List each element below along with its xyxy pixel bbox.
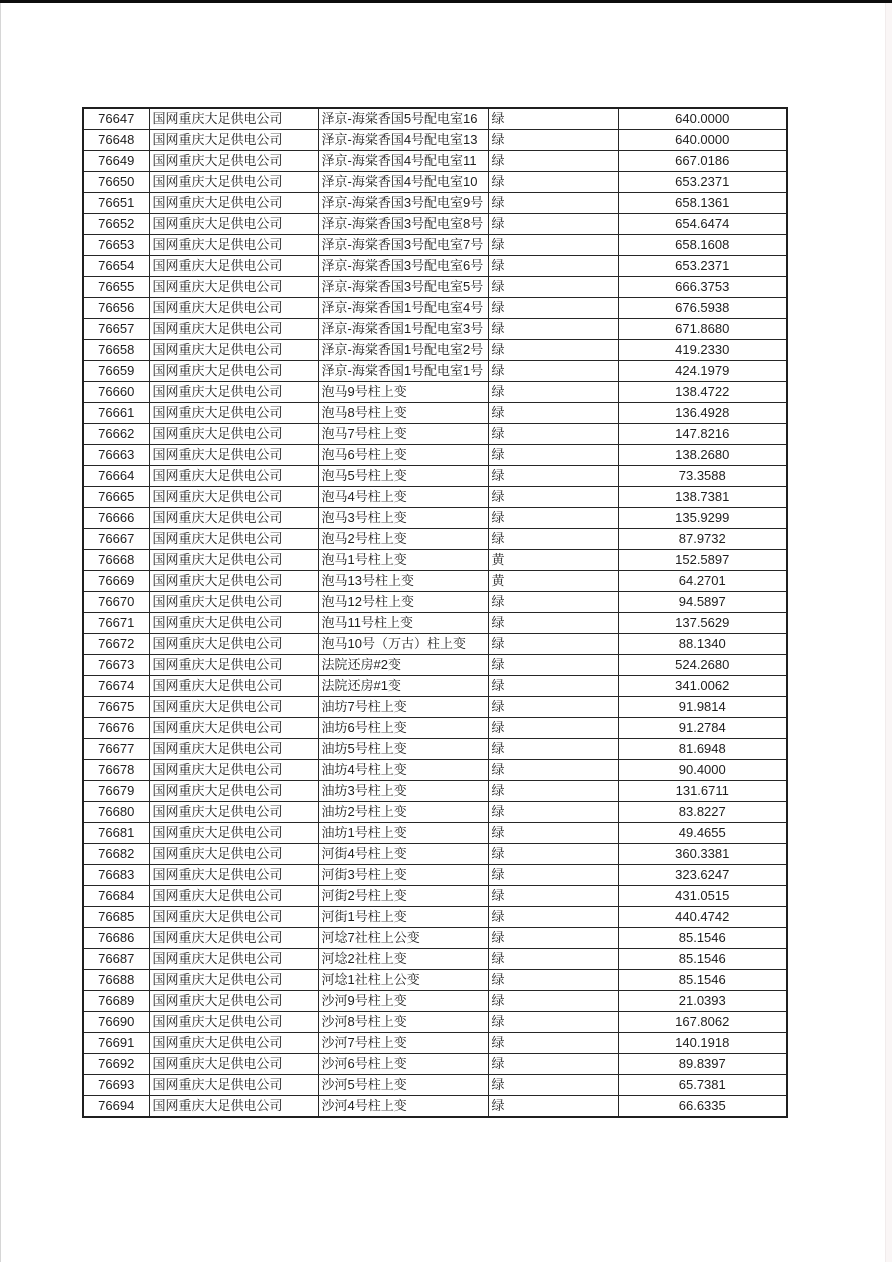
cell-status: 绿 <box>488 277 618 298</box>
cell-company: 国网重庆大足供电公司 <box>149 655 318 676</box>
cell-value: 88.1340 <box>618 634 787 655</box>
table-row <box>83 970 787 991</box>
table-row <box>83 1075 787 1096</box>
cell-status: 绿 <box>488 613 618 634</box>
table-row <box>83 928 787 949</box>
cell-company: 国网重庆大足供电公司 <box>149 928 318 949</box>
cell-name: 法院还房#1变 <box>318 676 488 697</box>
cell-id: 76682 <box>83 844 149 865</box>
cell-name: 油坊6号柱上变 <box>318 718 488 739</box>
cell-status: 绿 <box>488 760 618 781</box>
cell-status: 绿 <box>488 823 618 844</box>
cell-company: 国网重庆大足供电公司 <box>149 529 318 550</box>
cell-name: 沙河7号柱上变 <box>318 1033 488 1054</box>
cell-name: 泽京-海棠香国1号配电室1号 <box>318 361 488 382</box>
cell-status: 绿 <box>488 1033 618 1054</box>
cell-value: 667.0186 <box>618 151 787 172</box>
table-row <box>83 739 787 760</box>
cell-id: 76664 <box>83 466 149 487</box>
table-row <box>83 445 787 466</box>
cell-value: 85.1546 <box>618 928 787 949</box>
table-row <box>83 991 787 1012</box>
cell-value: 676.5938 <box>618 298 787 319</box>
cell-id: 76669 <box>83 571 149 592</box>
cell-name: 河埝2社柱上变 <box>318 949 488 970</box>
cell-status: 绿 <box>488 361 618 382</box>
cell-value: 138.7381 <box>618 487 787 508</box>
cell-id: 76656 <box>83 298 149 319</box>
table-row <box>83 592 787 613</box>
cell-status: 绿 <box>488 739 618 760</box>
cell-value: 66.6335 <box>618 1096 787 1118</box>
cell-name: 泡马12号柱上变 <box>318 592 488 613</box>
cell-id: 76661 <box>83 403 149 424</box>
cell-value: 49.4655 <box>618 823 787 844</box>
cell-name: 法院还房#2变 <box>318 655 488 676</box>
cell-id: 76679 <box>83 781 149 802</box>
cell-name: 沙河6号柱上变 <box>318 1054 488 1075</box>
cell-name: 河埝7社柱上公变 <box>318 928 488 949</box>
cell-value: 431.0515 <box>618 886 787 907</box>
cell-company: 国网重庆大足供电公司 <box>149 466 318 487</box>
cell-company: 国网重庆大足供电公司 <box>149 907 318 928</box>
cell-name: 河街2号柱上变 <box>318 886 488 907</box>
table-row <box>83 655 787 676</box>
table-row <box>83 844 787 865</box>
cell-id: 76672 <box>83 634 149 655</box>
cell-name: 泡马1号柱上变 <box>318 550 488 571</box>
cell-company: 国网重庆大足供电公司 <box>149 991 318 1012</box>
cell-status: 绿 <box>488 676 618 697</box>
cell-id: 76681 <box>83 823 149 844</box>
cell-company: 国网重庆大足供电公司 <box>149 214 318 235</box>
cell-name: 沙河5号柱上变 <box>318 1075 488 1096</box>
table-row <box>83 298 787 319</box>
table-row <box>83 424 787 445</box>
table-row <box>83 802 787 823</box>
cell-id: 76689 <box>83 991 149 1012</box>
cell-status: 绿 <box>488 970 618 991</box>
table-row <box>83 571 787 592</box>
table-row <box>83 907 787 928</box>
page-left-edge <box>0 3 1 1262</box>
cell-name: 泡马11号柱上变 <box>318 613 488 634</box>
cell-value: 653.2371 <box>618 172 787 193</box>
cell-name: 沙河9号柱上变 <box>318 991 488 1012</box>
cell-company: 国网重庆大足供电公司 <box>149 277 318 298</box>
cell-id: 76680 <box>83 802 149 823</box>
cell-name: 泡马10号（万古）柱上变 <box>318 634 488 655</box>
cell-name: 泽京-海棠香国5号配电室16 <box>318 108 488 130</box>
table-row <box>83 403 787 424</box>
cell-status: 绿 <box>488 1096 618 1118</box>
cell-value: 131.6711 <box>618 781 787 802</box>
cell-status: 绿 <box>488 130 618 151</box>
cell-name: 泽京-海棠香国1号配电室2号 <box>318 340 488 361</box>
page-right-edge <box>885 3 892 1262</box>
cell-company: 国网重庆大足供电公司 <box>149 508 318 529</box>
cell-value: 419.2330 <box>618 340 787 361</box>
table-row <box>83 193 787 214</box>
cell-name: 泡马13号柱上变 <box>318 571 488 592</box>
cell-company: 国网重庆大足供电公司 <box>149 424 318 445</box>
cell-value: 653.2371 <box>618 256 787 277</box>
cell-status: 绿 <box>488 949 618 970</box>
table-row <box>83 823 787 844</box>
table-row <box>83 235 787 256</box>
cell-value: 135.9299 <box>618 508 787 529</box>
cell-company: 国网重庆大足供电公司 <box>149 130 318 151</box>
cell-value: 323.6247 <box>618 865 787 886</box>
table-row <box>83 697 787 718</box>
cell-id: 76686 <box>83 928 149 949</box>
cell-company: 国网重庆大足供电公司 <box>149 361 318 382</box>
cell-name: 泽京-海棠香国3号配电室7号 <box>318 235 488 256</box>
table-row <box>83 256 787 277</box>
cell-value: 341.0062 <box>618 676 787 697</box>
table-row <box>83 172 787 193</box>
cell-id: 76666 <box>83 508 149 529</box>
cell-company: 国网重庆大足供电公司 <box>149 865 318 886</box>
cell-value: 90.4000 <box>618 760 787 781</box>
cell-id: 76692 <box>83 1054 149 1075</box>
cell-company: 国网重庆大足供电公司 <box>149 1033 318 1054</box>
cell-value: 85.1546 <box>618 970 787 991</box>
cell-id: 76659 <box>83 361 149 382</box>
table-row <box>83 949 787 970</box>
cell-value: 666.3753 <box>618 277 787 298</box>
cell-status: 绿 <box>488 487 618 508</box>
table-row <box>83 886 787 907</box>
cell-value: 65.7381 <box>618 1075 787 1096</box>
cell-id: 76648 <box>83 130 149 151</box>
cell-name: 泽京-海棠香国4号配电室11 <box>318 151 488 172</box>
cell-id: 76675 <box>83 697 149 718</box>
cell-company: 国网重庆大足供电公司 <box>149 319 318 340</box>
cell-company: 国网重庆大足供电公司 <box>149 256 318 277</box>
cell-company: 国网重庆大足供电公司 <box>149 1075 318 1096</box>
cell-id: 76662 <box>83 424 149 445</box>
cell-id: 76687 <box>83 949 149 970</box>
cell-id: 76693 <box>83 1075 149 1096</box>
cell-name: 泽京-海棠香国4号配电室13 <box>318 130 488 151</box>
cell-status: 绿 <box>488 592 618 613</box>
cell-id: 76694 <box>83 1096 149 1118</box>
cell-id: 76668 <box>83 550 149 571</box>
cell-value: 658.1361 <box>618 193 787 214</box>
cell-id: 76667 <box>83 529 149 550</box>
cell-company: 国网重庆大足供电公司 <box>149 382 318 403</box>
cell-company: 国网重庆大足供电公司 <box>149 781 318 802</box>
cell-value: 671.8680 <box>618 319 787 340</box>
cell-id: 76684 <box>83 886 149 907</box>
table-row <box>83 382 787 403</box>
cell-status: 绿 <box>488 802 618 823</box>
cell-value: 91.9814 <box>618 697 787 718</box>
cell-id: 76655 <box>83 277 149 298</box>
cell-value: 138.4722 <box>618 382 787 403</box>
cell-id: 76660 <box>83 382 149 403</box>
cell-status: 绿 <box>488 508 618 529</box>
cell-status: 绿 <box>488 151 618 172</box>
table-row <box>83 760 787 781</box>
cell-name: 泡马3号柱上变 <box>318 508 488 529</box>
cell-status: 绿 <box>488 865 618 886</box>
table-row <box>83 340 787 361</box>
table-row <box>83 676 787 697</box>
cell-id: 76676 <box>83 718 149 739</box>
cell-name: 泡马4号柱上变 <box>318 487 488 508</box>
cell-company: 国网重庆大足供电公司 <box>149 634 318 655</box>
cell-value: 137.5629 <box>618 613 787 634</box>
cell-status: 绿 <box>488 697 618 718</box>
cell-status: 黄 <box>488 550 618 571</box>
cell-status: 绿 <box>488 529 618 550</box>
cell-status: 绿 <box>488 445 618 466</box>
cell-value: 167.8062 <box>618 1012 787 1033</box>
cell-value: 89.8397 <box>618 1054 787 1075</box>
table-row <box>83 277 787 298</box>
cell-id: 76663 <box>83 445 149 466</box>
cell-name: 泽京-海棠香国3号配电室6号 <box>318 256 488 277</box>
cell-name: 河街1号柱上变 <box>318 907 488 928</box>
cell-name: 油坊4号柱上变 <box>318 760 488 781</box>
cell-id: 76650 <box>83 172 149 193</box>
cell-name: 油坊7号柱上变 <box>318 697 488 718</box>
cell-value: 140.1918 <box>618 1033 787 1054</box>
cell-name: 泽京-海棠香国1号配电室3号 <box>318 319 488 340</box>
cell-company: 国网重庆大足供电公司 <box>149 571 318 592</box>
cell-company: 国网重庆大足供电公司 <box>149 487 318 508</box>
cell-status: 绿 <box>488 298 618 319</box>
cell-status: 绿 <box>488 235 618 256</box>
table-row <box>83 613 787 634</box>
cell-value: 81.6948 <box>618 739 787 760</box>
cell-status: 绿 <box>488 382 618 403</box>
cell-company: 国网重庆大足供电公司 <box>149 823 318 844</box>
cell-status: 绿 <box>488 193 618 214</box>
cell-company: 国网重庆大足供电公司 <box>149 235 318 256</box>
cell-status: 绿 <box>488 214 618 235</box>
page-top-edge <box>0 0 892 3</box>
cell-company: 国网重庆大足供电公司 <box>149 193 318 214</box>
cell-status: 绿 <box>488 886 618 907</box>
cell-value: 87.9732 <box>618 529 787 550</box>
cell-value: 83.8227 <box>618 802 787 823</box>
table-row <box>83 718 787 739</box>
cell-company: 国网重庆大足供电公司 <box>149 298 318 319</box>
cell-company: 国网重庆大足供电公司 <box>149 613 318 634</box>
cell-value: 152.5897 <box>618 550 787 571</box>
cell-company: 国网重庆大足供电公司 <box>149 340 318 361</box>
cell-id: 76654 <box>83 256 149 277</box>
equipment-table <box>82 107 788 1118</box>
table-row <box>83 151 787 172</box>
cell-name: 油坊3号柱上变 <box>318 781 488 802</box>
cell-status: 绿 <box>488 781 618 802</box>
cell-id: 76652 <box>83 214 149 235</box>
cell-id: 76673 <box>83 655 149 676</box>
cell-company: 国网重庆大足供电公司 <box>149 802 318 823</box>
cell-company: 国网重庆大足供电公司 <box>149 1096 318 1118</box>
cell-id: 76665 <box>83 487 149 508</box>
cell-company: 国网重庆大足供电公司 <box>149 970 318 991</box>
cell-status: 绿 <box>488 844 618 865</box>
table-row <box>83 865 787 886</box>
cell-value: 440.4742 <box>618 907 787 928</box>
cell-value: 85.1546 <box>618 949 787 970</box>
cell-name: 油坊2号柱上变 <box>318 802 488 823</box>
cell-value: 424.1979 <box>618 361 787 382</box>
cell-status: 绿 <box>488 172 618 193</box>
cell-id: 76653 <box>83 235 149 256</box>
table-row <box>83 319 787 340</box>
cell-status: 绿 <box>488 1075 618 1096</box>
cell-name: 泡马5号柱上变 <box>318 466 488 487</box>
cell-name: 河街4号柱上变 <box>318 844 488 865</box>
cell-company: 国网重庆大足供电公司 <box>149 445 318 466</box>
table-row <box>83 1096 787 1118</box>
cell-id: 76691 <box>83 1033 149 1054</box>
cell-id: 76658 <box>83 340 149 361</box>
cell-status: 绿 <box>488 991 618 1012</box>
cell-status: 绿 <box>488 1054 618 1075</box>
cell-company: 国网重庆大足供电公司 <box>149 550 318 571</box>
cell-id: 76685 <box>83 907 149 928</box>
cell-status: 绿 <box>488 319 618 340</box>
cell-company: 国网重庆大足供电公司 <box>149 739 318 760</box>
cell-name: 泡马9号柱上变 <box>318 382 488 403</box>
cell-company: 国网重庆大足供电公司 <box>149 151 318 172</box>
cell-status: 绿 <box>488 403 618 424</box>
cell-status: 绿 <box>488 928 618 949</box>
cell-value: 73.3588 <box>618 466 787 487</box>
cell-id: 76678 <box>83 760 149 781</box>
cell-name: 河街3号柱上变 <box>318 865 488 886</box>
table-row <box>83 466 787 487</box>
cell-id: 76674 <box>83 676 149 697</box>
cell-status: 绿 <box>488 1012 618 1033</box>
cell-status: 绿 <box>488 655 618 676</box>
table-row <box>83 634 787 655</box>
cell-id: 76651 <box>83 193 149 214</box>
table-row <box>83 1054 787 1075</box>
cell-company: 国网重庆大足供电公司 <box>149 1012 318 1033</box>
cell-company: 国网重庆大足供电公司 <box>149 592 318 613</box>
cell-company: 国网重庆大足供电公司 <box>149 886 318 907</box>
cell-value: 136.4928 <box>618 403 787 424</box>
cell-name: 油坊5号柱上变 <box>318 739 488 760</box>
cell-company: 国网重庆大足供电公司 <box>149 760 318 781</box>
table-row <box>83 130 787 151</box>
cell-value: 654.6474 <box>618 214 787 235</box>
cell-name: 泽京-海棠香国3号配电室9号 <box>318 193 488 214</box>
cell-company: 国网重庆大足供电公司 <box>149 108 318 130</box>
cell-value: 94.5897 <box>618 592 787 613</box>
cell-id: 76647 <box>83 108 149 130</box>
cell-company: 国网重庆大足供电公司 <box>149 844 318 865</box>
cell-id: 76657 <box>83 319 149 340</box>
cell-id: 76688 <box>83 970 149 991</box>
cell-value: 147.8216 <box>618 424 787 445</box>
cell-company: 国网重庆大足供电公司 <box>149 1054 318 1075</box>
table-row <box>83 550 787 571</box>
cell-name: 沙河8号柱上变 <box>318 1012 488 1033</box>
cell-status: 绿 <box>488 718 618 739</box>
cell-id: 76683 <box>83 865 149 886</box>
table-row <box>83 487 787 508</box>
cell-name: 泽京-海棠香国3号配电室5号 <box>318 277 488 298</box>
cell-name: 泽京-海棠香国4号配电室10 <box>318 172 488 193</box>
cell-status: 绿 <box>488 108 618 130</box>
table-row <box>83 361 787 382</box>
cell-status: 黄 <box>488 571 618 592</box>
cell-value: 658.1608 <box>618 235 787 256</box>
table-row <box>83 781 787 802</box>
cell-name: 沙河4号柱上变 <box>318 1096 488 1118</box>
cell-company: 国网重庆大足供电公司 <box>149 676 318 697</box>
cell-value: 360.3381 <box>618 844 787 865</box>
cell-company: 国网重庆大足供电公司 <box>149 718 318 739</box>
cell-status: 绿 <box>488 634 618 655</box>
cell-company: 国网重庆大足供电公司 <box>149 172 318 193</box>
cell-status: 绿 <box>488 466 618 487</box>
table-row <box>83 108 787 130</box>
cell-name: 泡马8号柱上变 <box>318 403 488 424</box>
cell-id: 76649 <box>83 151 149 172</box>
cell-name: 泽京-海棠香国3号配电室8号 <box>318 214 488 235</box>
cell-status: 绿 <box>488 256 618 277</box>
cell-value: 21.0393 <box>618 991 787 1012</box>
cell-name: 泡马7号柱上变 <box>318 424 488 445</box>
cell-id: 76677 <box>83 739 149 760</box>
cell-company: 国网重庆大足供电公司 <box>149 403 318 424</box>
cell-value: 64.2701 <box>618 571 787 592</box>
cell-id: 76671 <box>83 613 149 634</box>
cell-status: 绿 <box>488 340 618 361</box>
cell-status: 绿 <box>488 424 618 445</box>
cell-company: 国网重庆大足供电公司 <box>149 697 318 718</box>
equipment-table-body <box>83 108 787 1117</box>
table-row <box>83 1033 787 1054</box>
cell-name: 油坊1号柱上变 <box>318 823 488 844</box>
cell-status: 绿 <box>488 907 618 928</box>
cell-value: 640.0000 <box>618 130 787 151</box>
cell-id: 76690 <box>83 1012 149 1033</box>
cell-name: 河埝1社柱上公变 <box>318 970 488 991</box>
cell-value: 524.2680 <box>618 655 787 676</box>
cell-id: 76670 <box>83 592 149 613</box>
table-row <box>83 508 787 529</box>
cell-value: 138.2680 <box>618 445 787 466</box>
table-row <box>83 1012 787 1033</box>
cell-name: 泡马2号柱上变 <box>318 529 488 550</box>
table-row <box>83 214 787 235</box>
cell-value: 91.2784 <box>618 718 787 739</box>
cell-company: 国网重庆大足供电公司 <box>149 949 318 970</box>
cell-name: 泽京-海棠香国1号配电室4号 <box>318 298 488 319</box>
table-row <box>83 529 787 550</box>
cell-value: 640.0000 <box>618 108 787 130</box>
cell-name: 泡马6号柱上变 <box>318 445 488 466</box>
